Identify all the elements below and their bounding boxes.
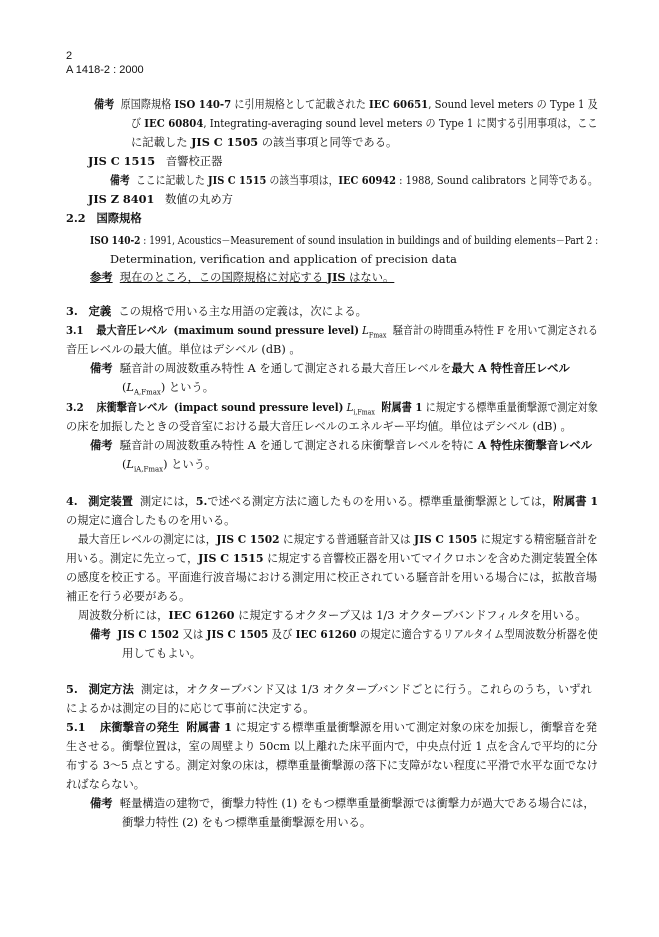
remark-line <box>90 797 595 811</box>
standard-entry <box>88 193 233 207</box>
annex-ref: 附属書 1 <box>381 400 423 414</box>
para-text: の感度を校正する。平面進行波音場における測定用に校正されている騒音計を用いる場合には，拡散音場 <box>66 571 597 584</box>
page-number: 2 <box>66 50 73 62</box>
ref-iec: IEC 61260 <box>295 627 357 641</box>
ref-iec: IEC 60804 <box>144 116 204 130</box>
remark-label: 備考 <box>90 361 113 375</box>
annex-ref: 附属書 1 <box>186 720 232 734</box>
remark-symbol: L <box>126 381 134 394</box>
remark-line <box>131 136 397 150</box>
para-text: 最大音圧レベルの測定には， <box>78 533 217 546</box>
remark-bold: A 特性床衝撃音レベル <box>477 438 593 452</box>
ref-jis: JIS C 1515 <box>198 551 264 565</box>
para-line <box>66 552 597 566</box>
def-text: 騒音計の時間重み特性 F を用いて測定される <box>392 324 598 337</box>
definition-3-2 <box>66 401 598 417</box>
def-text: 音圧レベルの最大値。単位はデシベル (dB) 。 <box>66 343 301 356</box>
remark-text: の該当事項と同等である。 <box>258 136 398 149</box>
ref-jis: JIS C 1515 <box>207 173 267 187</box>
iso-text-cont: Determination, verification and application of precision data <box>110 253 457 266</box>
def-symbol-sub: i,Fmax <box>353 408 375 417</box>
section-number: 3. <box>66 304 78 318</box>
def-number: 3.1 <box>66 323 84 337</box>
ref-iec: IEC 60942 <box>338 173 397 187</box>
para-text: に規定するオクターブ又は 1/3 オクターブバンドフィルタを用いる。 <box>234 609 587 622</box>
remark-symbol-sub: iA,Fmax <box>133 465 164 474</box>
def-number: 3.2 <box>66 400 84 414</box>
remark-text: 用してもよい。 <box>122 647 202 660</box>
para-text: に規定する普通騒音計又は <box>279 533 415 546</box>
section-heading <box>66 305 367 319</box>
section-heading <box>66 495 598 509</box>
remark-text: 又は <box>179 628 207 641</box>
iso-reference <box>90 234 598 247</box>
standard-title: 数値の丸め方 <box>165 193 233 206</box>
remark-label: 備考 <box>90 627 111 641</box>
remark-text: , Integrating-averaging sound level meters の Type 1 に関する引用事項は，ここ <box>203 117 598 130</box>
standard-id: A 1418-2 : 2000 <box>66 64 144 76</box>
def-symbol-sub: Fmax <box>368 331 387 340</box>
def-term-en: (maximum sound pressure level) <box>173 323 359 337</box>
section-ref: 5. <box>195 494 208 508</box>
remark-label: 備考 <box>90 796 113 810</box>
remark-text: の規定に適合するリアルタイム型周波数分析器を使 <box>356 628 598 641</box>
section-number: 2.2 <box>66 211 86 225</box>
remark-symbol-sub: A,Fmax <box>133 388 161 397</box>
remark-text: 原国際規格 <box>120 98 175 111</box>
remark-text: ) という。 <box>163 458 217 471</box>
remark-text: 及び <box>268 628 296 641</box>
def-text: の床を加振したときの受音室における最大音圧レベルのエネルギー平均値。単位はデシベル (dB) 。 <box>66 420 572 433</box>
ref-iec: IEC 60651 <box>369 97 429 111</box>
remark-text: び <box>131 117 145 130</box>
remark-line <box>90 628 598 642</box>
remark-text: ここに記載した <box>135 174 208 187</box>
reference-note <box>90 271 394 285</box>
remark-line <box>122 458 216 474</box>
subsection-number: 5.1 <box>66 720 86 734</box>
remark-text: ( <box>122 381 127 394</box>
ref-jis: JIS <box>326 270 346 284</box>
iso-code: ISO 140-2 <box>90 234 141 247</box>
remark-line <box>90 439 592 453</box>
para-text: に規定する音響校正器を用いてマイクロホンを含めた測定装置全体 <box>263 552 598 565</box>
annex-ref: 附属書 1 <box>553 494 599 508</box>
def-text: に規定する標準重量衝撃源で測定対象 <box>422 401 598 414</box>
def-symbol: L <box>346 401 354 414</box>
para-text: に規定する精密騒音計を <box>477 533 598 546</box>
reference-text: 現在のところ，この国際規格に対応する <box>119 271 327 284</box>
remark-label: 備考 <box>90 438 113 452</box>
para-text: ればならない。 <box>66 778 146 791</box>
section-number: 5. <box>66 682 78 696</box>
remark-label: 備考 <box>110 173 130 187</box>
ref-iec: IEC 61260 <box>168 608 235 622</box>
remark-symbol: L <box>126 458 134 471</box>
standard-entry <box>88 155 222 169</box>
remark-label: 備考 <box>94 97 115 111</box>
standard-code: JIS Z 8401 <box>88 192 155 206</box>
remark-text: , Sound level meters の Type 1 及 <box>428 98 598 111</box>
section-heading <box>66 212 142 226</box>
ref-iso: ISO 140-7 <box>174 97 232 111</box>
subsection-title: 床衝撃音の発生 <box>100 720 180 734</box>
para-text: 用いる。測定に先立って， <box>66 552 199 565</box>
para-line <box>78 533 598 547</box>
remark-text: 衝撃力特性 (2) をもつ標準重量衝撃源を用いる。 <box>122 816 372 829</box>
para-text: 生させる。衝撃位置は，室の周壁より 50cm 以上離れた床平面内で，中央点付近 1 点を含んで平均的に分 <box>66 740 598 753</box>
def-term-en: (impact sound pressure level) <box>173 400 344 414</box>
definition-3-1 <box>66 324 598 340</box>
para-text: で述べる測定方法に適したものを用いる。標準重量衝撃源としては， <box>207 495 554 508</box>
remark-text: ( <box>122 458 127 471</box>
def-term: 最大音圧レベル <box>96 323 168 337</box>
subsection-5-1 <box>66 721 597 735</box>
section-intro: この規格で用いる主な用語の定義は，次による。 <box>118 305 367 318</box>
para-text: 測定には， <box>139 495 196 508</box>
ref-jis: JIS C 1505 <box>191 135 259 149</box>
section-heading <box>66 683 592 697</box>
remark-line <box>94 98 598 112</box>
standard-code: JIS C 1515 <box>88 154 156 168</box>
section-title: 測定装置 <box>88 494 133 508</box>
def-term: 床衝撃音レベル <box>96 400 168 414</box>
def-symbol: L <box>362 324 369 337</box>
ref-jis: JIS C 1505 <box>414 532 478 546</box>
remark-text: 騒音計の周波数重み特性 A を通して測定される床衝撃音レベルを特に <box>119 439 478 452</box>
reference-label: 参考 <box>90 270 113 284</box>
remark-line <box>90 362 570 376</box>
remark-line <box>131 117 598 131</box>
para-text: 布する 3～5 点とする。測定対象の床は，標準重量衝撃源の落下に支障がない程度に平滑で水平な面でなけ <box>66 759 599 772</box>
ref-jis: JIS C 1505 <box>206 627 269 641</box>
para-text: に規定する標準重量衝撃源を用いて測定対象の床を加振し，衝撃音を発 <box>232 721 598 734</box>
remark-line <box>110 174 598 188</box>
remark-line <box>122 381 214 397</box>
remark-text: ) という。 <box>160 381 215 394</box>
para-text: の規定に適合したものを用いる。 <box>66 514 236 527</box>
section-number: 4. <box>66 494 78 508</box>
para-text: によるかは測定の目的に応じて事前に決定する。 <box>66 702 315 715</box>
iso-text: : 1991, Acoustics－Measurement of sound insulation in buildings and of building elements－Part 2 : <box>140 234 599 247</box>
remark-text: の該当事項は， <box>266 174 339 187</box>
para-text: 周波数分析には， <box>78 609 169 622</box>
remark-text: に記載した <box>131 136 192 149</box>
section-title: 定義 <box>88 304 112 318</box>
section-title: 測定方法 <box>88 682 134 696</box>
para-text: 測定は，オクターブバンド又は 1/3 オクターブバンドごとに行う。これらのうち，いずれ <box>140 683 592 696</box>
reference-text: はない。 <box>345 271 395 284</box>
remark-text: 軽量構造の建物で，衝撃力特性 (1) をもつ標準重量衝撃源では衝撃力が過大である場合には， <box>119 797 595 810</box>
ref-jis: JIS C 1502 <box>117 627 180 641</box>
para-line <box>78 609 586 623</box>
remark-text: : 1988, Sound calibrators と同等である。 <box>396 174 598 187</box>
para-text: 補正を行う必要がある。 <box>66 590 191 603</box>
ref-jis: JIS C 1502 <box>216 532 280 546</box>
section-title: 国際規格 <box>96 211 142 225</box>
standard-title: 音響校正器 <box>165 155 223 168</box>
remark-bold: 最大 A 特性音圧レベル <box>451 361 570 375</box>
remark-text: に引用規格として記載された <box>231 98 370 111</box>
remark-text: 騒音計の周波数重み特性 A を通して測定される最大音圧レベルを <box>119 362 452 375</box>
